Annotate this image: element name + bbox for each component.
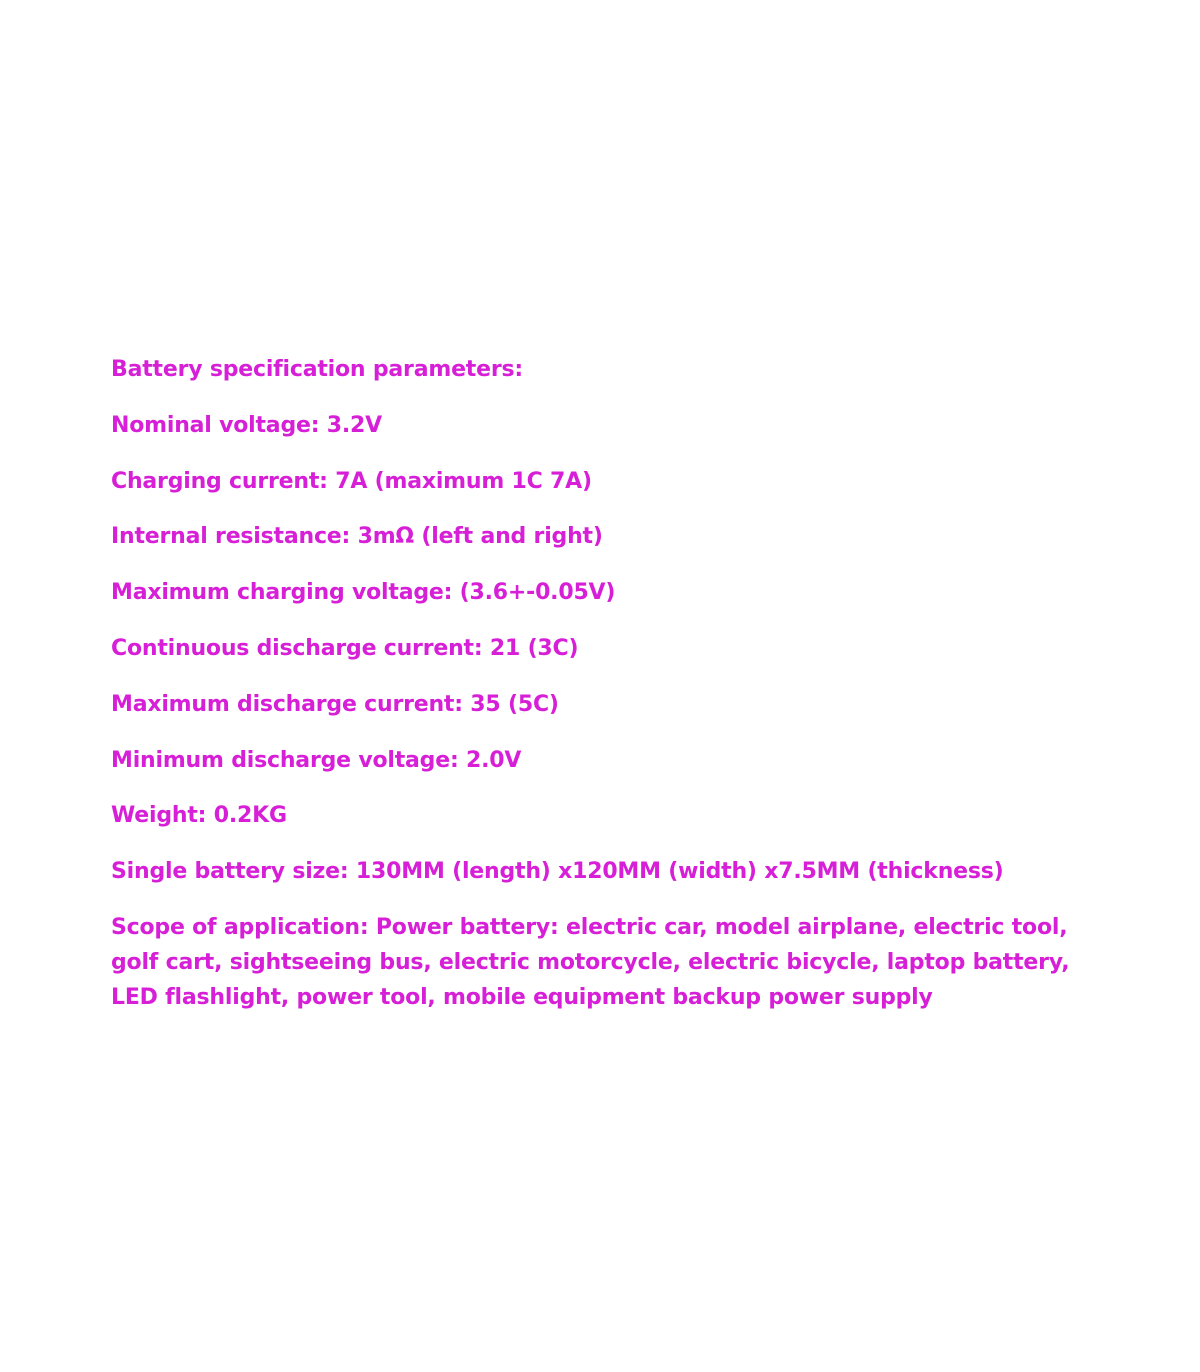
spec-max-charging-voltage: Maximum charging voltage: (3.6+-0.05V) [111,580,616,606]
spec-max-discharge-current: Maximum discharge current: 35 (5C) [111,691,559,717]
spec-min-discharge-voltage: Minimum discharge voltage: 2.0V [111,747,522,773]
spec-charging-current: Charging current: 7A (maximum 1C 7A) [111,468,592,494]
spec-heading: Battery specification parameters: [111,357,523,382]
spec-nominal-voltage: Nominal voltage: 3.2V [111,412,382,438]
spec-scope-of-application: Scope of application: Power battery: electric car, model airplane, electric tool, golf cart, sightseeing bus, electric motorcycle, electric bicycle, laptop battery, LED flashlight, power tool, mobile equipment backup power supply [111,914,1070,1010]
spec-weight: Weight: 0.2KG [111,803,287,829]
battery-spec-block [111,352,1101,1015]
spec-continuous-discharge-current: Continuous discharge current: 21 (3C) [111,635,579,661]
spec-internal-resistance: Internal resistance: 3mΩ (left and right) [111,524,603,550]
spec-single-battery-size: Single battery size: 130MM (length) x120MM (width) x7.5MM (thickness) [111,859,1004,885]
